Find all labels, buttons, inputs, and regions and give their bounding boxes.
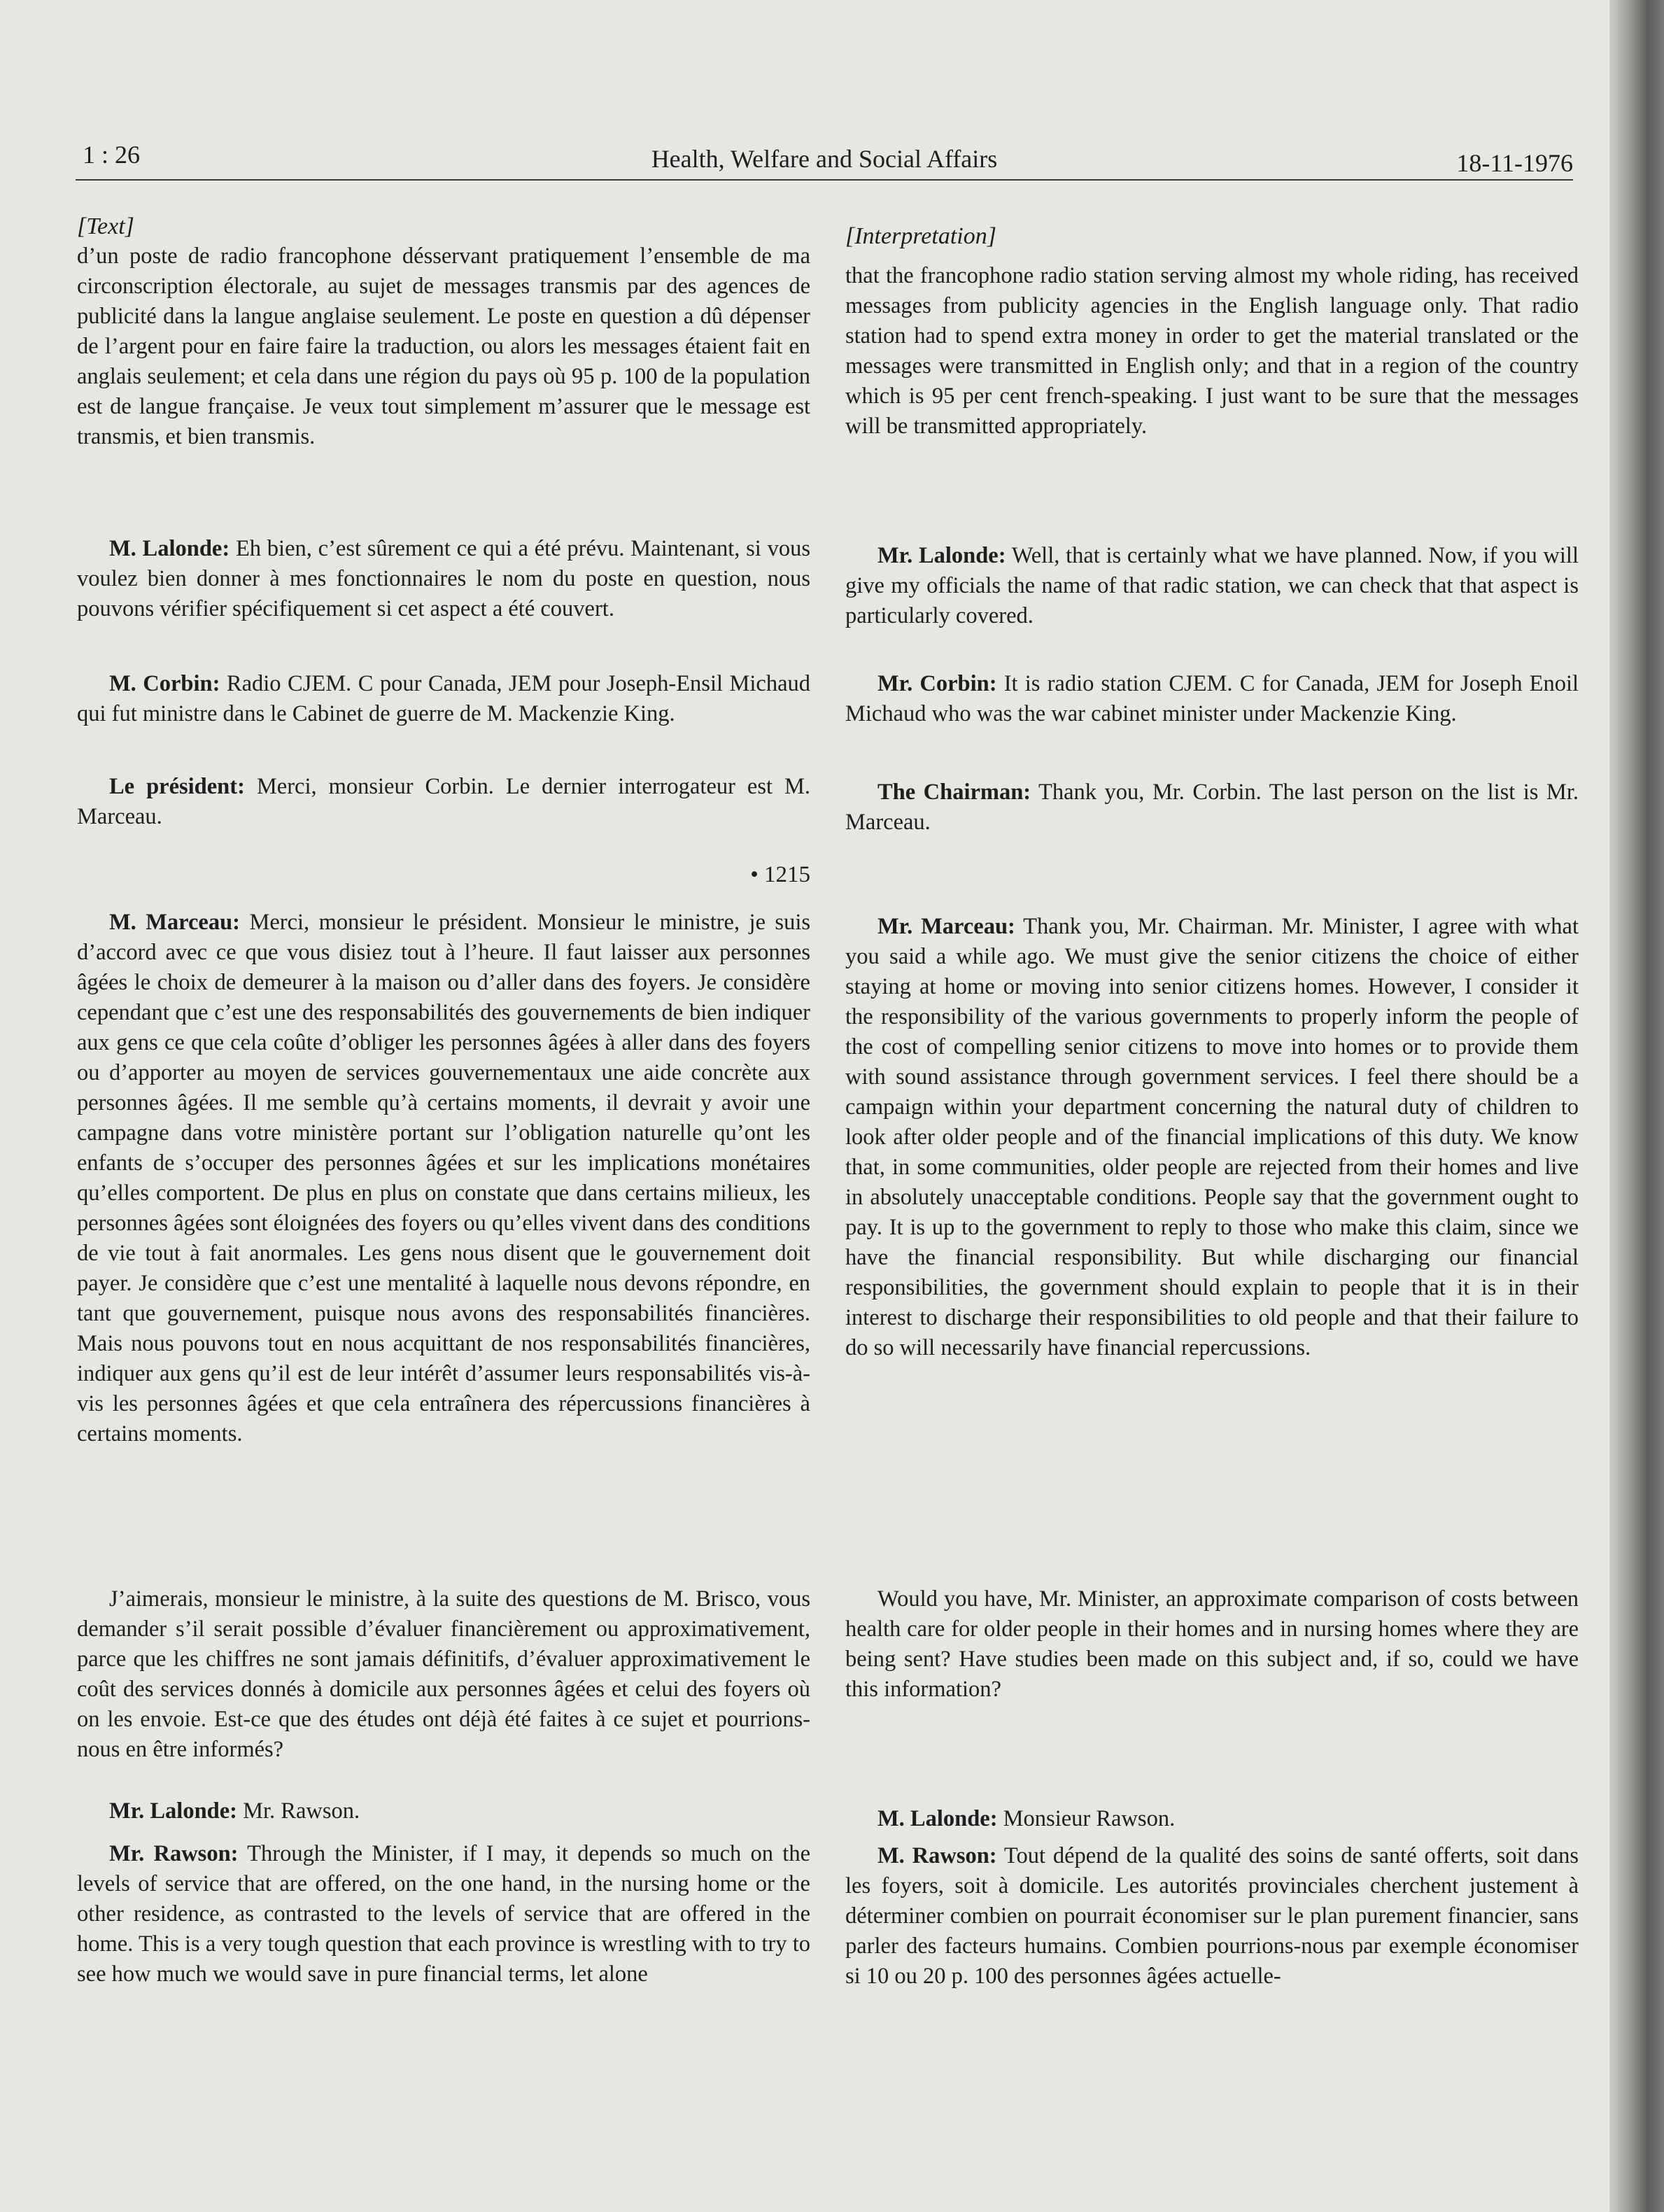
right-paragraph-4 <box>845 777 1579 838</box>
speaker-name: M. Corbin: <box>109 671 220 696</box>
right-paragraph-6 <box>845 1584 1579 1705</box>
left-paragraph-4 <box>77 772 810 832</box>
paragraph-text: It is radio station CJEM. C for Canada, JEM for Joseph Enoil Michaud who was the war cabinet minister under Mackenzie King. <box>845 671 1579 726</box>
left-paragraph-8 <box>77 1839 810 1989</box>
left-paragraph-1 <box>77 241 810 452</box>
paragraph-text: Radio CJEM. C pour Canada, JEM pour Joseph-Ensil Michaud qui fut ministre dans le Cabinet de guerre de M. Mackenzie King. <box>77 671 811 726</box>
paragraph-text: Merci, monsieur le président. Monsieur le ministre, je suis d’accord avec ce que vous disiez tout à l’heure. Il faut laisser aux personnes âgées le choix de demeurer à la maison ou d’aller dans des foyers. Je considère cependant que c’est une des responsabilités des gouvernements de bien indiquer aux gens ce que cela coûte d’obliger les personnes âgées à aller dans des foyers ou d’apporter au moyen de services gouvernementaux une aide concrète aux personnes âgées. Il me semble qu’à certains moments, il devrait y avoir une campagne dans votre ministère portant sur l’obligation naturelle qu’ont les enfants de s’occuper des personnes âgées et sur les implications monétaires qu’elles comportent. De plus en plus on constate que dans certains milieux, les personnes âgées sont éloignées des foyers ou qu’elles vivent dans des conditions de vie tout à fait anormales. Les gens nous disent que le gouvernement doit payer. Je considère que c’est une mentalité à laquelle nous devons répondre, en tant que gouvernement, puisque nous avons des responsabilités financières. Mais nous pouvons tout en nous acquittant de nos responsabilités financières, indiquer aux gens qu’il est de leur intérêt d’assumer leurs responsabilités vis-à-vis les personnes âgées et que cela entraînera des répercussions financières à certains moments. <box>77 910 810 1446</box>
left-paragraph-5 <box>77 908 810 1449</box>
paragraph-text: J’aimerais, monsieur le ministre, à la suite des questions de M. Brisco, vous demander s’il serait possible d’évaluer financièrement ou approximativement, parce que les chiffres ne sont jamais définitifs, d’évaluer approximativement le coût des services donnés à domicile aux personnes âgées et celui des foyers où on les envoie. Est-ce que des études ont déjà été faites à ce sujet et pourrions-nous en être informés? <box>77 1586 810 1762</box>
speaker-name: Mr. Corbin: <box>877 671 997 696</box>
paragraph-text: Monsieur Rawson. <box>1003 1806 1176 1831</box>
paragraph-text: Merci, monsieur Corbin. Le dernier interrogateur est M. Marceau. <box>77 774 810 829</box>
book-spine-shadow <box>1609 0 1664 2212</box>
left-paragraph-7 <box>77 1796 810 1826</box>
paragraph-text: Would you have, Mr. Minister, an approximate comparison of costs between health care for older people in their homes and in nursing homes where they are being sent? Have studies been made on this subject and, if so, could we have this information? <box>845 1586 1579 1702</box>
time-marker: • 1215 <box>750 862 810 887</box>
left-paragraph-2 <box>77 534 810 624</box>
speaker-name: M. Lalonde: <box>877 1806 998 1831</box>
paragraph-text: d’un poste de radio francophone désservant pratiquement l’ensemble de ma circonscription électorale, au sujet de messages transmis par des agences de publicité dans la langue anglaise seulement. Le poste en question a dû dépenser de l’argent pour en faire faire la traduction, ou alors les messages étaient fait en anglais seulement; et cela dans une région du pays où 95 p. 100 de la population est de langue française. Je veux tout simplement m’assurer que le message est transmis, et bien transmis. <box>77 244 810 449</box>
paragraph-text: Well, that is certainly what we have planned. Now, if you will give my officials the name of that radic station, we can check that that aspect is particularly covered. <box>845 543 1579 628</box>
paragraph-text: Tout dépend de la qualité des soins de santé offerts, soit dans les foyers, soit à domicile. Les autorités provinciales cherchent justement à déterminer combien on pourrait économiser sur le plan purement financier, sans parler des facteurs humains. Combien pourrions-nous par exemple économiser si 10 ou 20 p. 100 des personnes âgées actuelle- <box>845 1843 1579 1989</box>
running-title: Health, Welfare and Social Affairs <box>651 145 998 173</box>
speaker-name: The Chairman: <box>877 780 1031 805</box>
header-date: 18-11-1976 <box>1456 149 1573 177</box>
right-paragraph-5 <box>845 912 1579 1363</box>
left-column-section-label: [Text] <box>77 213 134 239</box>
page-header <box>76 140 1573 181</box>
paragraph-text: Thank you, Mr. Chairman. Mr. Minister, I agree with what you said a while ago. We must give the senior citizens the choice of either staying at home or moving into senior citizens homes. However, I consider it the responsibility of the various governments to properly inform the people of the cost of compelling senior citizens to move into homes or to provide them with sound assistance through government services. I feel there should be a campaign within your department concerning the natural duty of children to look after older people and of the financial implications of this duty. We know that, in some communities, older people are rejected from their homes and live in absolutely unacceptable conditions. People say that the government ought to pay. It is up to the government to reply to those who make this claim, since we have the financial responsibility. But while discharging our financial responsibilities, the government should explain to people that it is in their interest to discharge their responsibilities to old people and that their failure to do so will necessarily have financial repercussions. <box>845 914 1579 1360</box>
speaker-name: Mr. Lalonde: <box>109 1798 237 1824</box>
page-number: 1 : 26 <box>83 141 141 169</box>
right-paragraph-2 <box>845 541 1579 631</box>
right-column-section-label: [Interpretation] <box>845 223 996 249</box>
right-paragraph-7 <box>845 1804 1579 1834</box>
left-paragraph-6 <box>77 1584 810 1765</box>
speaker-name: M. Rawson: <box>877 1843 997 1868</box>
paragraph-text: Eh bien, c’est sûrement ce qui a été prévu. Maintenant, si vous voulez bien donner à mes fonctionnaires le nom du poste en question, nous pouvons vérifier spécifiquement si cet aspect a été couvert. <box>77 536 810 621</box>
left-paragraph-3 <box>77 669 810 729</box>
paragraph-text: Through the Minister, if I may, it depends so much on the levels of service that are offered, on the one hand, in the nursing home or the other residence, as contrasted to the levels of service that are offered in the home. This is a very tough question that each province is wrestling with to try to see how much we would save in pure financial terms, let alone <box>77 1841 810 1987</box>
right-paragraph-3 <box>845 669 1579 729</box>
speaker-name: Le président: <box>109 774 245 799</box>
paragraph-text: that the francophone radio station serving almost my whole riding, has received messages from publicity agencies in the English language only. That radio station had to spend extra money in order to get the material translated or the messages were transmitted in English only; and that in a region of the country which is 95 per cent french-speaking. I just want to be sure that the messages will be transmitted appropriately. <box>845 263 1579 439</box>
speaker-name: Mr. Marceau: <box>877 914 1015 939</box>
paragraph-text: Mr. Rawson. <box>243 1798 360 1824</box>
right-paragraph-8 <box>845 1841 1579 1992</box>
speaker-name: M. Lalonde: <box>109 536 230 561</box>
speaker-name: M. Marceau: <box>109 910 240 935</box>
speaker-name: Mr. Lalonde: <box>877 543 1006 568</box>
right-paragraph-1 <box>845 261 1579 442</box>
speaker-name: Mr. Rawson: <box>109 1841 239 1866</box>
paragraph-text: Thank you, Mr. Corbin. The last person on the list is Mr. Marceau. <box>845 780 1579 835</box>
